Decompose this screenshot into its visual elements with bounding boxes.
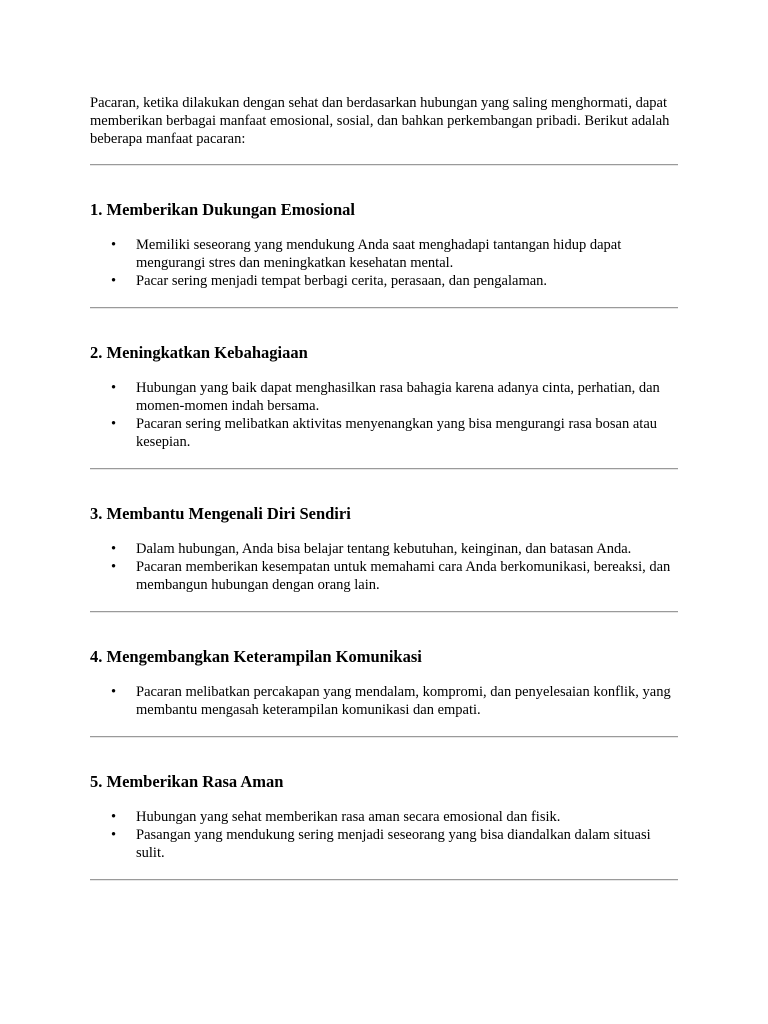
- list-item-text: Memiliki seseorang yang mendukung Anda saat menghadapi tantangan hidup dapat mengurangi stres dan meningkatkan kesehatan mental.: [136, 237, 622, 271]
- list-item-text: Dalam hubungan, Anda bisa belajar tentang kebutuhan, keinginan, dan batasan Anda.: [136, 541, 632, 557]
- horizontal-rule: [90, 307, 678, 309]
- bullet-list: [90, 808, 678, 862]
- section-3: [90, 504, 678, 613]
- section-5: [90, 772, 678, 881]
- list-item-text: Pacar sering menjadi tempat berbagi cerita, perasaan, dan pengalaman.: [136, 273, 548, 289]
- list-item: [90, 808, 678, 826]
- bullet-icon: •: [111, 559, 117, 575]
- list-item: [90, 826, 678, 862]
- bullet-icon: •: [111, 380, 117, 396]
- list-item-text: Pasangan yang mendukung sering menjadi seseorang yang bisa diandalkan dalam situasi sulit.: [136, 827, 651, 861]
- list-item-text: Hubungan yang sehat memberikan rasa aman secara emosional dan fisik.: [136, 809, 561, 825]
- bullet-icon: •: [111, 809, 117, 825]
- intro-paragraph: Pacaran, ketika dilakukan dengan sehat dan berdasarkan hubungan yang saling menghormati, dapat memberikan berbagai manfaat emosional, sosial, dan bahkan perkembangan pribadi. Berikut adalah beberapa manfaat pacaran:: [90, 95, 670, 147]
- list-item-text: Pacaran memberikan kesempatan untuk memahami cara Anda berkomunikasi, bereaksi, dan membangun hubungan dengan orang lain.: [136, 559, 671, 593]
- section-heading: 2. Meningkatkan Kebahagiaan: [90, 343, 308, 362]
- list-item: [90, 558, 678, 594]
- list-item: [90, 236, 678, 272]
- horizontal-rule: [90, 164, 678, 166]
- section-heading: 3. Membantu Mengenali Diri Sendiri: [90, 504, 351, 523]
- list-item-text: Hubungan yang baik dapat menghasilkan rasa bahagia karena adanya cinta, perhatian, dan momen-momen indah bersama.: [136, 380, 660, 414]
- bullet-icon: •: [111, 273, 117, 289]
- horizontal-rule: [90, 611, 678, 613]
- list-item: [90, 379, 678, 415]
- bullet-icon: •: [111, 541, 117, 557]
- list-item: [90, 415, 678, 451]
- section-heading: 1. Memberikan Dukungan Emosional: [90, 200, 355, 219]
- bullet-list: [90, 540, 678, 594]
- document-page: [90, 94, 678, 881]
- bullet-list: [90, 683, 678, 719]
- list-item: [90, 272, 678, 290]
- horizontal-rule: [90, 736, 678, 738]
- section-2: [90, 343, 678, 470]
- list-item-text: Pacaran melibatkan percakapan yang mendalam, kompromi, dan penyelesaian konflik, yang membantu mengasah keterampilan komunikasi dan empati.: [136, 684, 671, 718]
- horizontal-rule: [90, 468, 678, 470]
- section-4: [90, 647, 678, 738]
- bullet-icon: •: [111, 827, 117, 843]
- section-heading: 4. Mengembangkan Keterampilan Komunikasi: [90, 647, 422, 666]
- section-heading: 5. Memberikan Rasa Aman: [90, 772, 284, 791]
- horizontal-rule: [90, 879, 678, 881]
- bullet-icon: •: [111, 416, 117, 432]
- bullet-list: [90, 379, 678, 451]
- bullet-icon: •: [111, 237, 117, 253]
- bullet-list: [90, 236, 678, 290]
- list-item: [90, 683, 678, 719]
- section-1: [90, 200, 678, 309]
- list-item: [90, 540, 678, 558]
- list-item-text: Pacaran sering melibatkan aktivitas menyenangkan yang bisa mengurangi rasa bosan atau kesepian.: [136, 416, 658, 450]
- bullet-icon: •: [111, 684, 117, 700]
